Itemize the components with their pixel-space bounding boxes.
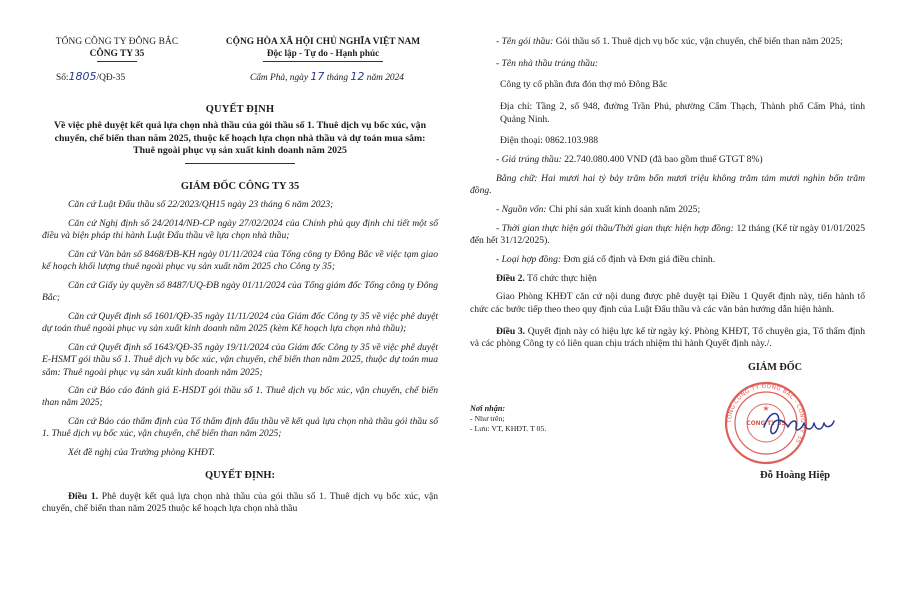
date-day: 17 bbox=[310, 70, 325, 84]
contract-duration bbox=[470, 223, 865, 248]
legal-basis-item: Căn cứ Báo cáo đánh giá E-HSDT gói thầu số 1. Thuê dịch vụ bốc xúc, vận chuyển, chế biến than năm 2025; bbox=[42, 384, 438, 409]
capital-source bbox=[470, 204, 865, 217]
article-3-text: Quyết định này có hiệu lực kể từ ngày ký. Phòng KHĐT, Tổ chuyên gia, Tổ thẩm định và các phòng Công ty có liên quan chịu trách nhiệm thi hành Quyết định này./. bbox=[470, 325, 865, 350]
doc-number-prefix: Số: bbox=[56, 73, 69, 84]
contract-type bbox=[470, 254, 865, 267]
handwritten-signature bbox=[760, 397, 838, 447]
document-number bbox=[42, 70, 125, 84]
recipient-item: - Lưu: VT, KHĐT. T 05. bbox=[470, 424, 547, 434]
recipients-title: Nơi nhận: bbox=[470, 403, 506, 413]
article-2-text: Giao Phòng KHĐT căn cứ nội dung được phê duyệt tại Điều 1 Quyết định này, tiến hành tổ chức các bước tiếp theo theo quy định của Luật Đấu thầu và các văn bản hướng dẫn hiện hành. bbox=[470, 291, 865, 315]
decision-heading: QUYẾT ĐỊNH: bbox=[205, 470, 275, 482]
legal-basis-item: Căn cứ Quyết định số 1643/QĐ-35 ngày 19/11/2024 của Giám đốc Công ty 35 về việc phê duyệt E-HSMT gói thầu số 1. Thuê dịch vụ bốc xúc, vận chuyển, chế biến than năm 2025, thuộc dự toán mua sắm: Thuê ngoài phục vụ sản xuất kinh doanh năm 2025; bbox=[42, 341, 438, 378]
recipients-block bbox=[470, 403, 546, 435]
price-label: - Giá trúng thầu: bbox=[496, 153, 562, 165]
doc-number-suffix: /QĐ-35 bbox=[96, 73, 126, 84]
package-label: - Tên gói thầu: bbox=[496, 36, 554, 47]
contract-type-value: Đơn giá cố định và Đơn giá điều chỉnh. bbox=[561, 253, 716, 265]
price-value: 22.740.080.400 VND (đã bao gồm thuế GTGT 8%) bbox=[561, 153, 763, 165]
duration-value: 12 tháng (Kể từ ngày 01/01/2025 đến hết 31/12/2025). bbox=[470, 222, 865, 247]
legal-basis-item: Căn cứ Quyết định số 1601/QĐ-35 ngày 11/11/2024 của Giám đốc Công ty 35 về việc phê duyệt dự toán thuê ngoài phục vụ sản xuất kinh doanh năm 2025 (kèm Kế hoạch lựa chọn nhà thầu); bbox=[42, 310, 438, 335]
contract-type-label: - Loại hợp đồng: bbox=[496, 253, 562, 265]
date-prefix: Cẩm Phả, ngày bbox=[249, 73, 309, 84]
article-1 bbox=[42, 491, 438, 516]
legal-basis-item: Căn cứ Giấy ủy quyền số 8487/UQ-ĐB ngày 01/11/2024 của Tổng giám đốc Tổng công ty Đông Bắc; bbox=[42, 279, 438, 304]
date-month: 12 bbox=[350, 70, 365, 84]
article-2-title: Tổ chức thực hiện bbox=[524, 272, 597, 284]
org-name: CÔNG TY 35 bbox=[89, 49, 145, 60]
legal-basis-item: Căn cứ Văn bản số 8468/ĐB-KH ngày 01/11/2024 của Tổng công ty Đông Bắc về việc tạm giao kế hoạch khối lượng thuê ngoài phục vụ sản xuất năm 2025 cho Công ty 35; bbox=[42, 248, 438, 273]
date-month-label: tháng bbox=[326, 73, 349, 84]
legal-basis-item: Xét đề nghị của Trưởng phòng KHĐT. bbox=[68, 446, 215, 458]
legal-basis-item: Căn cứ Báo cáo thẩm định của Tổ thẩm định đấu thầu về kết quả lựa chọn nhà thầu gói thầu số 1. Thuê dịch vụ bốc xúc, vận chuyển, chế biến than năm 2025; bbox=[42, 415, 438, 440]
article-1-text: Phê duyệt kết quả lựa chọn nhà thầu của gói thầu số 1. Thuê dịch vụ bốc xúc, vận chuyển, chế biến than năm 2025 thuộc kế hoạch lựa chọn nhà thầu bbox=[42, 490, 438, 515]
legal-basis-list bbox=[42, 199, 438, 459]
document-date bbox=[250, 70, 438, 84]
org-underline bbox=[97, 61, 137, 62]
date-year: năm 2024 bbox=[366, 73, 404, 84]
nation-name: CỘNG HÒA XÃ HỘI CHỦ NGHĨA VIỆT NAM bbox=[225, 37, 421, 47]
article-2-label: Điều 2. bbox=[496, 272, 525, 284]
package-value: Gói thầu số 1. Thuê dịch vụ bốc xúc, vận chuyển, chế biến than năm 2025; bbox=[553, 36, 843, 47]
director-heading: GIÁM ĐỐC CÔNG TY 35 bbox=[180, 180, 300, 192]
doc-number-handwritten: 1805 bbox=[68, 70, 97, 84]
contract-price bbox=[470, 154, 865, 167]
document-title: QUYẾT ĐỊNH bbox=[205, 103, 275, 115]
header-row bbox=[42, 36, 438, 62]
article-3-label: Điều 3. bbox=[496, 325, 526, 337]
legal-basis-item: Căn cứ Nghị định số 24/2014/NĐ-CP ngày 27/02/2024 của Chính phủ quy định chi tiết một số điều và biện pháp thi hành Luật Đấu thầu về lựa chọn nhà thầu; bbox=[42, 217, 438, 242]
package-name bbox=[470, 36, 865, 49]
capital-label: - Nguồn vốn: bbox=[496, 203, 547, 215]
winner-phone: Điện thoại: 0862.103.988 bbox=[500, 135, 599, 147]
seal-ring-text: TỔNG CÔNG TY ĐÔNG BẮC - CÔNG TY 35 bbox=[726, 383, 806, 444]
price-in-words: Bằng chữ: Hai mươi hai tỷ bảy trăm bốn mươi triệu không trăm tám mươi nghìn bốn trăm đồng. bbox=[470, 172, 865, 197]
winner-address: Địa chỉ: Tầng 2, số 948, đường Trần Phú, phường Cẩm Thạch, Thành phố Cẩm Phả, tỉnh Quảng Ninh. bbox=[500, 100, 865, 125]
winner-label: - Tên nhà thầu trúng thầu: bbox=[496, 57, 599, 69]
motto: Độc lập - Tự do - Hạnh phúc bbox=[266, 48, 380, 59]
article-3 bbox=[470, 326, 865, 351]
svg-text:★: ★ bbox=[762, 403, 770, 413]
capital-value: Chi phí sản xuất kinh doanh năm 2025; bbox=[546, 203, 701, 215]
document-subject: Về việc phê duyệt kết quả lựa chọn nhà thầu của gói thầu số 1. Thuê dịch vụ bốc xúc, vận chuyển, chế biến than năm 2025, thuộc kế hoạch lựa chọn nhà thầu và dự toán mua sắm: Thuê ngoài phục vụ sản xuất kinh doanh năm 2025 bbox=[53, 120, 427, 157]
winner-name: Công ty cổ phần đưa đón thợ mỏ Đông Bắc bbox=[500, 79, 668, 91]
article-2-heading bbox=[470, 273, 865, 286]
legal-basis-item: Căn cứ Luật Đấu thầu số 22/2023/QH15 ngày 23 tháng 6 năm 2023; bbox=[68, 199, 334, 211]
left-column bbox=[42, 36, 438, 516]
subject-underline bbox=[185, 163, 295, 164]
signer-name: Đỗ Hoàng Hiệp bbox=[760, 469, 831, 481]
duration-label: - Thời gian thực hiện gói thầu/Thời gian thực hiện hợp đồng: bbox=[496, 222, 734, 234]
seal-center-text: CÔNG TY 35 bbox=[746, 420, 786, 427]
right-column bbox=[470, 36, 865, 531]
director-title: GIÁM ĐỐC bbox=[747, 361, 803, 373]
recipient-item: - Như trên; bbox=[470, 413, 505, 423]
national-motto-block bbox=[208, 36, 438, 62]
motto-underline bbox=[263, 61, 383, 62]
parent-org-name: TỔNG CÔNG TY ĐÔNG BẮC bbox=[55, 37, 179, 47]
organization-block bbox=[42, 36, 192, 62]
article-1-label: Điều 1. bbox=[68, 490, 99, 502]
signature-area bbox=[470, 361, 865, 531]
number-date-row bbox=[42, 70, 438, 84]
